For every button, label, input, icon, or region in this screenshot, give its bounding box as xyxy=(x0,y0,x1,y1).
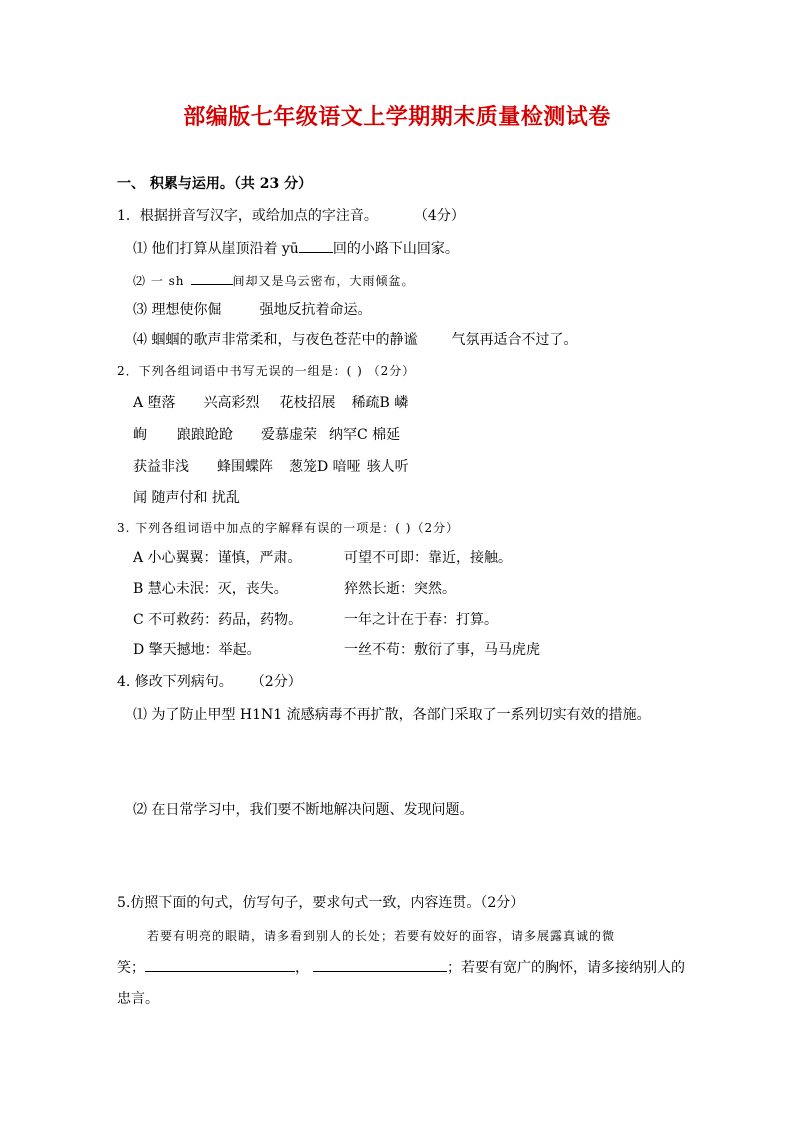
word: 获益非浅 xyxy=(133,459,189,475)
question-3-option-c-2: 一年之计在于春：打算。 xyxy=(344,612,498,628)
question-1a-post: 回的小路下山回家。 xyxy=(332,241,459,257)
question-1-stem xyxy=(117,206,465,226)
question-1c-post: 强地反抗着命运。 xyxy=(259,302,372,318)
answer-blank[interactable] xyxy=(191,270,233,285)
question-1b-pre: ⑵ 一 sh xyxy=(133,274,185,288)
question-2-row-3 xyxy=(133,457,409,477)
answer-blank-1[interactable] xyxy=(145,957,295,972)
question-1-score: （4分） xyxy=(413,208,465,224)
word: 骇人听 xyxy=(366,459,409,475)
question-1a-pre: ⑴ 他们打算从崖顶沿着 yū xyxy=(133,241,299,257)
word: 峋 xyxy=(133,427,147,443)
question-1d-pre: ⑷ 蝈蝈的歌声非常柔和，与夜色苍茫中的静谧 xyxy=(133,332,418,348)
word: 爱慕虚荣 xyxy=(261,427,317,443)
question-5-pre: 笑； xyxy=(117,960,145,976)
word: 纳罕C 棉延 xyxy=(329,427,401,443)
answer-blank[interactable] xyxy=(299,238,333,253)
question-3-stem: 3. 下列各组词语中加点的字解释有误的一项是：( )（2分） xyxy=(117,521,460,535)
word: A 堕落 xyxy=(133,395,176,411)
question-1a xyxy=(133,238,459,259)
question-5-example: 若要有明亮的眼睛，请多看到别人的长处；若要有姣好的面容，请多展露真诚的微 xyxy=(147,929,616,943)
question-5-stem: 5.仿照下面的句式，仿写句子，要求句式一致，内容连贯。（2分） xyxy=(117,895,525,911)
question-1-text: 1．根据拼音写汉字，或给加点的字注音。 xyxy=(117,208,378,224)
question-3-option-d: D 擎天撼地：举起。 xyxy=(133,642,261,658)
word: 兴高彩烈 xyxy=(203,395,260,411)
question-3-option-b: B 慧心未泯：灭，丧失。 xyxy=(133,581,288,597)
section-heading: 一、 积累与运用。（共 23 分） xyxy=(117,176,313,192)
question-4-text: 4. 修改下列病句。 xyxy=(117,674,233,690)
question-1c-pre: ⑶ 理想使你倔 xyxy=(133,302,222,318)
question-3-option-d-2: 一丝不苟：敷衍了事，马马虎虎 xyxy=(344,642,540,658)
word: 蜂围蝶阵 xyxy=(217,459,273,475)
question-5-comma: ， xyxy=(295,960,309,976)
question-5-post: ；若要有宽广的胸怀，请多接纳别人的 xyxy=(447,960,685,976)
question-4b: ⑵ 在日常学习中，我们要不断地解决问题、发现问题。 xyxy=(133,802,474,818)
question-2-row-4: 闻 随声付和 扰乱 xyxy=(133,490,240,506)
question-3-option-c: C 不可救药：药品，药物。 xyxy=(133,612,303,628)
question-3-option-b-2: 猝然长逝：突然。 xyxy=(344,581,456,597)
word: 葱笼D 喑哑 xyxy=(289,459,361,475)
question-5-blank-line xyxy=(117,957,685,978)
page-title: 部编版七年级语文上学期期末质量检测试卷 xyxy=(183,104,611,130)
answer-blank-2[interactable] xyxy=(313,957,447,972)
question-2-row-2 xyxy=(133,425,400,445)
question-4a: ⑴ 为了防止甲型 H1N1 流感病毒不再扩散，各部门采取了一系列切实有效的措施。 xyxy=(133,707,651,723)
question-5-end: 忠言。 xyxy=(117,991,159,1007)
word: 稀疏B 嶙 xyxy=(351,395,409,411)
question-3-option-a: A 小心翼翼：谨慎，严肃。 xyxy=(133,550,302,566)
question-1d-post: 气氛再适合不过了。 xyxy=(451,332,578,348)
word: 花枝招展 xyxy=(279,395,336,411)
question-4-score: （2分） xyxy=(250,674,302,690)
question-4-stem xyxy=(117,672,302,692)
question-3-option-a-2: 可望不可即：靠近，接触。 xyxy=(344,550,512,566)
question-1d xyxy=(133,330,577,350)
question-1b-post: 间却又是乌云密布，大雨倾盆。 xyxy=(232,274,415,288)
word: 踉踉跄跄 xyxy=(177,427,233,443)
question-2-stem: 2．下列各组词语中书写无误的一组是：( ) （2分） xyxy=(117,364,416,378)
question-1b xyxy=(133,270,415,291)
question-2-row-1 xyxy=(133,393,408,413)
question-1c xyxy=(133,300,371,320)
